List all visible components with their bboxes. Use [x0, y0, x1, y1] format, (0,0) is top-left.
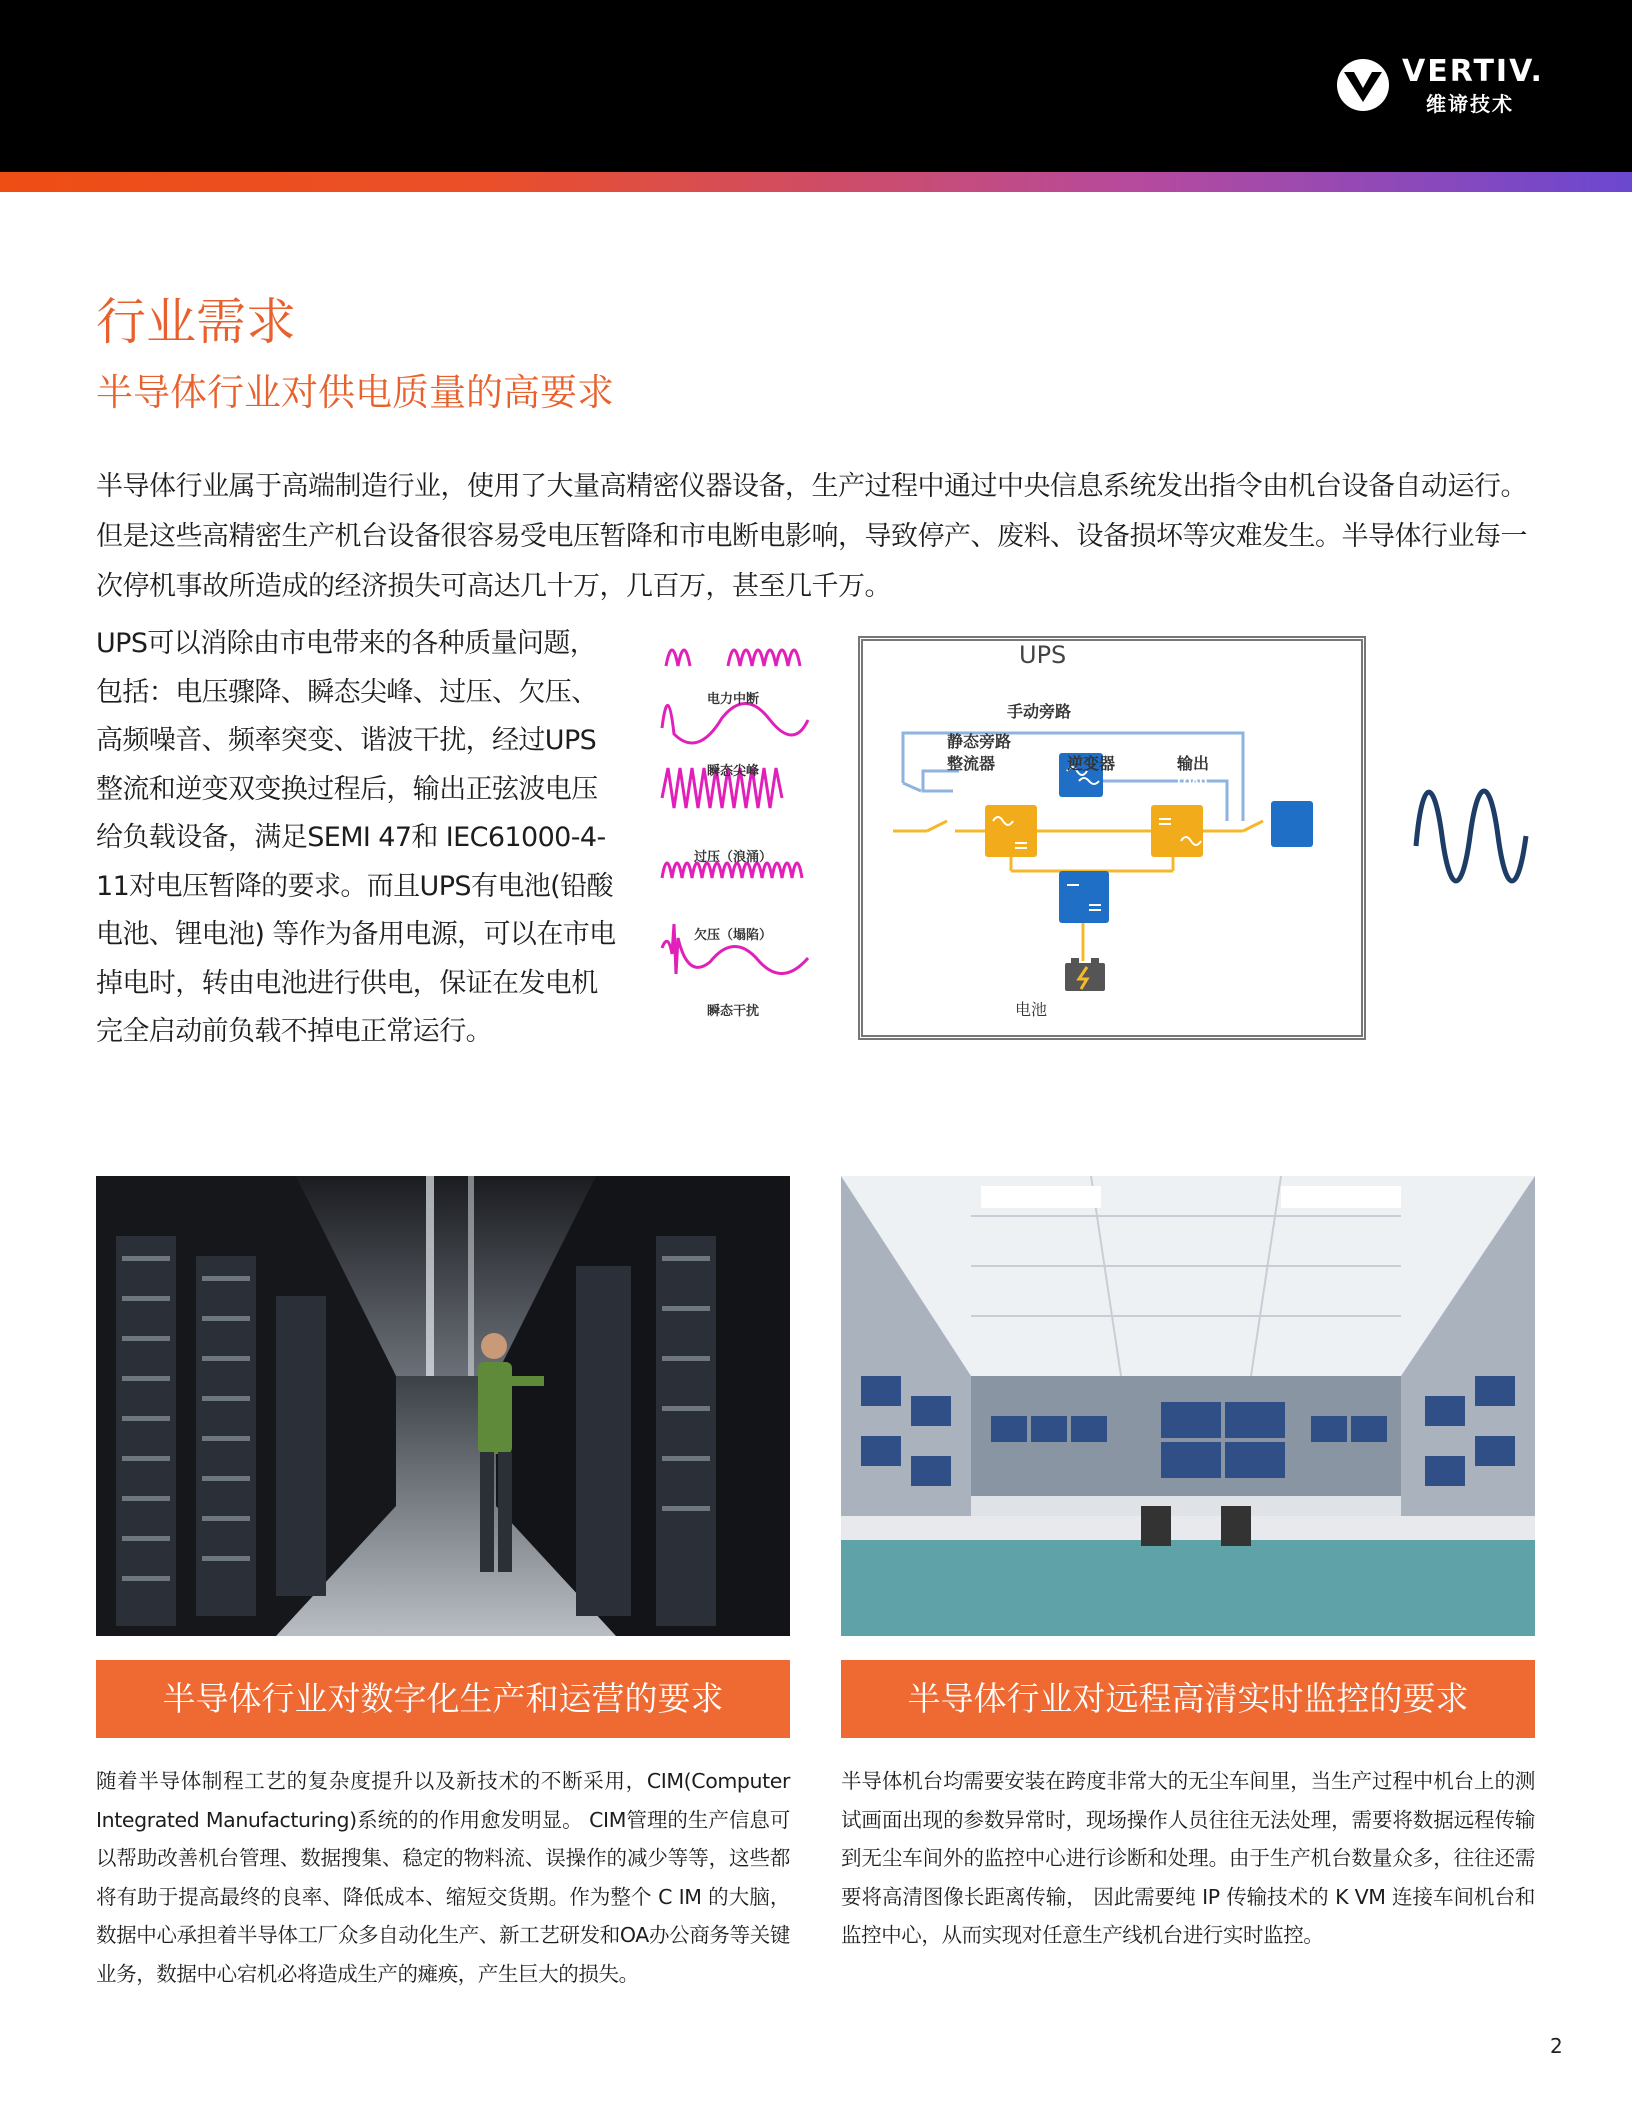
ups-paragraph: UPS可以消除由市电带来的各种质量问题，包括：电压骤降、瞬态尖峰、过压、欠压、高频噪音、频率突变、谐波干扰，经过UPS整流和逆变双变换过程后，输出正弦波电压给负载设备，满足SEMI 47和 IEC61000-4-11对电压暂降的要求。而且UPS有电池(铅酸电池、锂电池) 等作为备用电源，可以在市电掉电时，转由电池进行供电，保证在发电机完全启动前负载不掉电正常运行。 — [96, 628, 616, 1047]
vertiv-logo-icon — [1336, 58, 1390, 112]
manual-bypass-label: 手动旁路 — [1007, 702, 1072, 721]
data-center-photo — [96, 1176, 790, 1636]
battery-label: 电池 — [1015, 1000, 1048, 1019]
header-gradient-stripe — [0, 172, 1632, 192]
waveform-graphic — [648, 628, 818, 1020]
ups-diagram — [858, 636, 1366, 1040]
wave-label-interruption: 电力中断 — [706, 692, 759, 707]
page-header — [0, 0, 1632, 172]
output-sine-wave-icon — [1412, 786, 1530, 886]
page-subtitle: 半导体行业对供电质量的高要求 — [96, 371, 614, 414]
logo-subtitle: 维谛技术 — [1426, 92, 1514, 116]
vertiv-logo — [1336, 54, 1556, 118]
static-bypass-label: 静态旁路 — [947, 732, 1012, 751]
data-center-image — [96, 1176, 790, 1636]
wave-label-disturbance: 瞬态干扰 — [706, 1004, 759, 1019]
wave-label-spike: 瞬态尖峰 — [706, 764, 759, 779]
control-room-image — [841, 1176, 1535, 1636]
section-banner-monitoring: 半导体行业对远程高清实时监控的要求 — [841, 1660, 1535, 1738]
power-disturbance-waveforms — [648, 628, 818, 1020]
ups-diagram-title: UPS — [1019, 641, 1067, 669]
rectifier-label: 整流器 — [947, 754, 996, 773]
page-number: 2 — [1550, 2034, 1563, 2058]
wave-label-undervoltage: 欠压（塌陷） — [693, 928, 772, 943]
logo-wordmark: VERTIV. — [1402, 54, 1544, 89]
ups-schematic — [863, 641, 1361, 1035]
intro-paragraph: 半导体行业属于高端制造行业，使用了大量高精密仪器设备，生产过程中通过中央信息系统发出指令由机台设备自动运行。但是这些高精密生产机台设备很容易受电压暂降和市电断电影响，导致停产、废料、设备损坏等灾难发生。半导体行业每一次停机事故所造成的经济损失可高达几十万，几百万，甚至几千万。 — [96, 471, 1527, 602]
section-text-monitoring: 半导体机台均需要安装在跨度非常大的无尘车间里，当生产过程中机台上的测试画面出现的参数异常时，现场操作人员往往无法处理，需要将数据远程传输到无尘车间外的监控中心进行诊断和处理。由于生产机台数量众多，往往还需要将高清图像长距离传输， 因此需要纯 IP 传输技术的 K VM 连接车间机台和监控中心，从而实现对任意生产线机台进行实时监控。 — [841, 1769, 1535, 1947]
output-label: 输出 — [1177, 754, 1210, 773]
inverter-label: 逆变器 — [1067, 754, 1116, 773]
control-room-photo — [841, 1176, 1535, 1636]
section-banner-digital: 半导体行业对数字化生产和运营的要求 — [96, 1660, 790, 1738]
load-label: LOAD — [1177, 777, 1208, 788]
section-text-digital: 随着半导体制程工艺的复杂度提升以及新技术的不断采用，CIM(Computer Integrated Manufacturing)系统的的作用愈发明显。 CIM管理的生产信息可以帮助改善机台管理、数据搜集、稳定的物料流、误操作的减少等等，这些都将有助于提高最终的良率、降低成本、缩短交货期。作为整个 C IM 的大脑，数据中心承担着半导体工厂众多自动化生产、新工艺研发和OA办公商务等关键业务，数据中心宕机必将造成生产的瘫痪，产生巨大的损失。 — [96, 1769, 790, 1986]
page-title: 行业需求 — [96, 293, 296, 351]
wave-label-overvoltage: 过压（浪涌） — [693, 850, 772, 865]
